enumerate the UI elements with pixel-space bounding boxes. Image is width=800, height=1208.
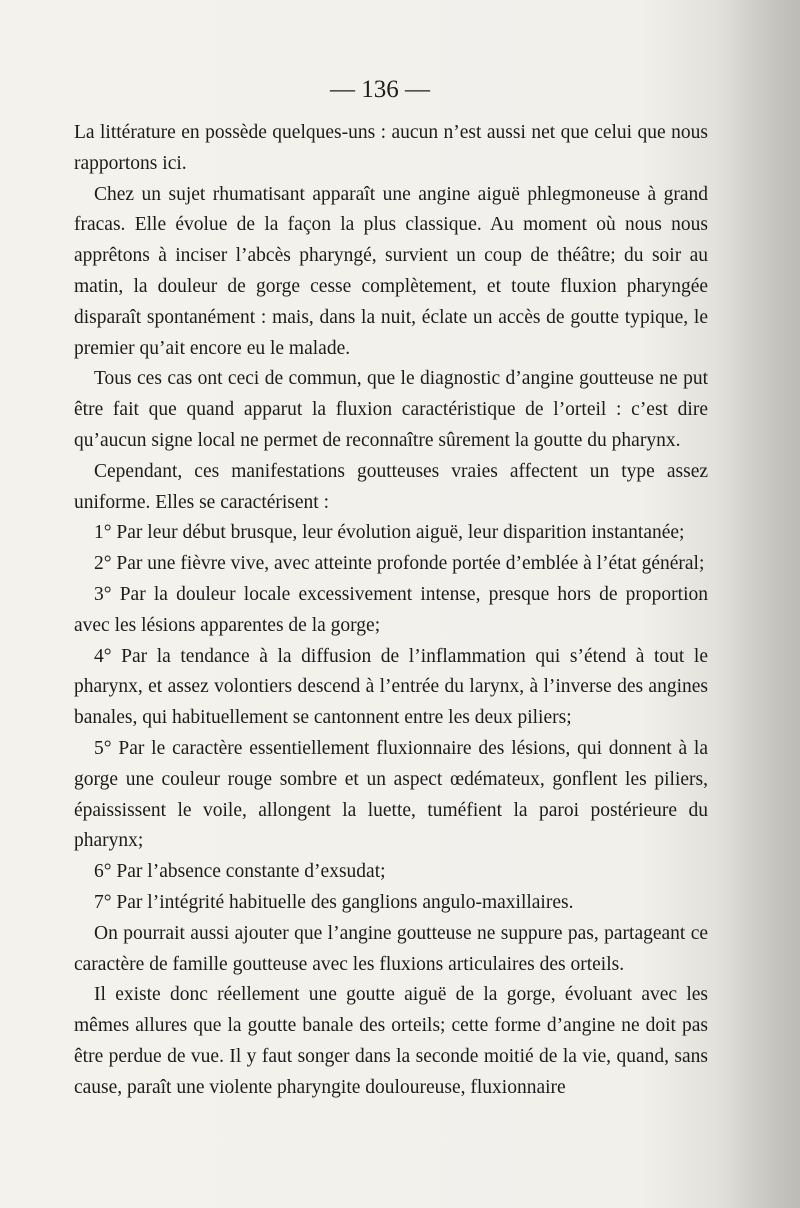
list-item: 1° Par leur début brusque, leur évolution aiguë, leur disparition instantanée; bbox=[94, 522, 685, 544]
paragraph: Tous ces cas ont ceci de commun, que le diagnostic d’angine goutteuse ne put être fait que quand apparut la fluxion caractéristique de l’orteil : c’est dire qu’aucun signe local ne permet de reconnaître sûrement la goutte du pharynx. bbox=[74, 368, 708, 451]
paragraph: Cependant, ces manifestations goutteuses vraies affectent un type assez uniforme. Elles se caractérisent : bbox=[74, 460, 708, 513]
list-item: 7° Par l’intégrité habituelle des ganglions angulo-maxillaires. bbox=[94, 891, 574, 913]
list-item: 2° Par une fièvre vive, avec atteinte profonde portée d’emblée à l’état général; bbox=[94, 553, 705, 575]
list-item: 4° Par la tendance à la diffusion de l’inflammation qui s’étend à tout le pharynx, et assez volontiers descend à l’entrée du larynx, à l’inverse des angines banales, qui habituellement se cantonnent entre les deux piliers; bbox=[74, 645, 708, 729]
paragraph: La littérature en possède quelques-uns : aucun n’est aussi net que celui que nous rapportons ici. bbox=[74, 122, 708, 174]
paragraph: Il existe donc réellement une goutte aiguë de la gorge, évoluant avec les mêmes allures que la goutte banale des orteils; cette forme d’angine ne doit pas être perdue de vue. Il y faut songer dans la seconde moitié de la vie, quand, sans cause, paraît une violente pharyngite douloureuse, fluxionnaire bbox=[74, 984, 708, 1098]
paragraph: Chez un sujet rhumatisant apparaît une angine aiguë phlegmoneuse à grand fracas. Elle évolue de la façon la plus classique. Au moment où nous nous apprêtons à inciser l’abcès pharyngé, survient un coup de théâtre; du soir au matin, la douleur de gorge cesse complètement, et toute fluxion pharyngée disparaît spontanément : mais, dans la nuit, éclate un accès de goutte typique, le premier qu’ait encore eu le malade. bbox=[74, 183, 708, 359]
list-item: 5° Par le caractère essentiellement fluxionnaire des lésions, qui donnent à la gorge une couleur rouge sombre et un aspect œdémateux, gonflent les piliers, épaississent le voile, allongent la luette, tuméfient la paroi postérieure du pharynx; bbox=[74, 737, 708, 852]
list-item: 3° Par la douleur locale excessivement intense, presque hors de proportion avec les lésions apparentes de la gorge; bbox=[74, 583, 708, 636]
paragraph: On pourrait aussi ajouter que l’angine goutteuse ne suppure pas, partageant ce caractère de famille goutteuse avec les fluxions articulaires des orteils. bbox=[74, 922, 708, 975]
page-number: — 136 — bbox=[330, 76, 430, 103]
body-text bbox=[74, 118, 708, 1104]
list-item: 6° Par l’absence constante d’exsudat; bbox=[94, 861, 386, 883]
